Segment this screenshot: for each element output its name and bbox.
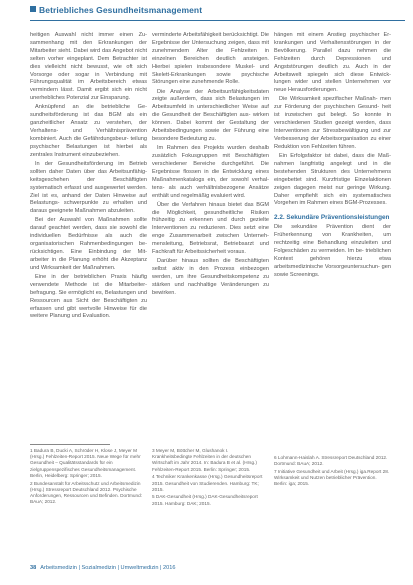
page-footer [30,563,175,573]
footnote: 6 Lohmann-Haislah A. Stressreport Deutschland 2012. Dortmund: BAuA; 2012. [274,455,388,467]
footnote: 7 Initiative Gesundheit und Arbeit (Hrsg.) iga.Report 28. Wirksamkeit und Nutzen betrieblicher Prävention. Berlin: iga; 2015. [274,468,390,487]
section-title-tab [30,0,212,20]
paragraph: Ein Erfolgsfaktor ist dabei, dass die Maß- nahmen langfristig angelegt und in die bestehenden Strukturen des Unternehmens eingebettet sind. Kurzfristige Einzelaktionen zeigen dagegen meist nur geringe Wirkung. Daher empfiehlt sich ein systematisches Vorgehen im Rahmen eines BGM-Prozesses. [274,152,391,207]
text-column-1 [30,32,147,323]
section-heading: 2.2. Sekundäre Präventionsleistungen [274,214,390,222]
header-rule [30,20,405,21]
paragraph: Die Wirksamkeit spezifischer Maßnah- men zur Förderung der psychischen Gesund- heit ist inzwischen gut belegt. So konnte in verschiedenen Studien gezeigt werden, dass Interventionen zur Stressbewältigung und zur Verbesserung der Arbeitsorganisation zu einer Reduktion von Fehlzeiten führen. [274,96,391,150]
footnote: 3 Meyer M, Böttcher M, Glushanok I. Krankheitsbedingte Fehlzeiten in der deutschen Wirtschaft im Jahr 2014. In: Badura B et al. (Hrsg.) Fehlzeiten-Report 2015. Berlin: Springer; 2015. [152,448,257,472]
paragraph: Die Analyse der Arbeitsunfähigkeitsdaten zeigte außerdem, dass sich Belastungen im Arbeitsumfeld in unterschiedlicher Weise auf die Gesundheit der Beschäftigten aus- wirken können. Dabei kommt der Gestaltung der Arbeitsbedingungen sowie der Führung eine besondere Bedeutung zu. [152,88,269,142]
footnote: 4 Techniker Krankenkasse (Hrsg.) Gesundheitsreport 2015. Gesundheit von Studierenden. Hamburg: TK; 2015. [152,474,263,492]
paragraph: Darüber hinaus sollten die Beschäftigten selbst aktiv in den Prozess einbezogen werden, um ihre Gesundheitskompetenz zu stärken und nachhaltige Veränderungen zu bewirken. [152,258,269,296]
footnotes-column-3 [274,455,391,489]
footnote-divider [30,444,110,445]
text-column-3 [274,32,391,281]
paragraph: In der Gesundheitsförderung im Betrieb sollten daher Daten über das Arbeitsunfähig- keitsgeschehen der Beschäftigten systematisch erfasst und ausgewertet werden. Ziel ist es, anhand der Daten Hinweise auf Belastungs- schwerpunkte zu erhalten und daraus geeignete Maßnahmen abzuleiten. [30,160,147,215]
footnotes-column-1 [30,448,147,507]
text-column-2 [152,32,269,299]
paragraph: verminderte Arbeitsfähigkeit berücksichtigt. Die Ergebnisse der Untersuchung zeigen, dass mit zunehmendem Alter die Fehlzeiten in einzelnen Bereichen deutlich ansteigen. Hierbei spielen insbesondere Muskel- und Skelett-Erkrankungen sowie psychische Störungen eine zunehmende Rolle. [152,32,269,86]
paragraph: Eine in der betrieblichen Praxis häufig verwendete Methode ist die Mitarbeiter- befragung. Sie ermöglicht es, Belastungen und Ressourcen aus Sicht der Beschäftigten zu erfassen und gibt wertvolle Hinweise für die weitere Planung und Evaluation. [30,273,147,320]
paragraph: hängen mit einem Anstieg psychischer Er- krankungen und Verhaltensstörungen in der Bevölkerung. Parallel dazu nehmen die Fehlzeiten durch Depressionen und Angststörungen deutlich zu. Auch in der Arbeitswelt spiegeln sich diese Entwick- lungen wider und stellen Unternehmen vor neue Herausforderungen. [274,32,391,94]
footnotes-column-2 [152,448,269,508]
paragraph: Bei der Auswahl von Maßnahmen sollte darauf geachtet werden, dass sie sowohl die individuellen Bedürfnisse als auch die organisatorischen Rahmenbedingungen be- rücksichtigen. Eine Einbindung der Mit- arbeiter in die Planung erhöht die Akzeptanz und Wirksamkeit der Maßnahmen. [30,217,147,271]
paragraph: Anknüpfend an die betriebliche Ge- sundheitsförderung ist das BGM als ein ganzheitlicher Ansatz zu verstehen, der Verhaltens- und Verhältnisprävention kombiniert. Auch die Gefährdungsbeur- teilung psychischer Belastungen ist hierbei als zentrales Instrument einzubeziehen. [30,104,147,158]
paragraph: Über die Verfahren hinaus bietet das BGM die Möglichkeit, gesundheitliche Risiken frühzeitig zu erkennen und durch gezielte Interventionen zu reduzieren. Dies setzt eine enge Zusammenarbeit zwischen Unterneh- mensleitung, Betriebsrat, Betriebsarzt und Fachkraft für Arbeitssicherheit voraus. [152,201,269,256]
paragraph: Die sekundäre Prävention dient der Früherkennung von Krankheiten, um rechtzeitig eine Behandlung einzuleiten und Folgeschäden zu vermeiden. Im be- trieblichen Kontext gehören hierzu etwa arbeitsmedizinische Vorsorgeuntersuchun- gen sowie Screenings. [274,224,391,278]
page-number: 38 [30,565,37,571]
header-bar [0,0,413,20]
footnote: 5 DAK-Gesundheit (Hrsg.) DAK-Gesundheitsreport 2015. Hamburg: DAK; 2015. [152,494,258,506]
footnote: 2 Bundesanstalt für Arbeitsschutz und Arbeitsmedizin (Hrsg.) Stressreport Deutschland 2012. Psychische Anforderungen, Ressourcen und Befinden. Dortmund: BAuA; 2012. [30,480,143,505]
paragraph: Im Rahmen des Projekts wurden deshalb zusätzlich Fokusgruppen mit Beschäftigten verschiedener Bereiche durchgeführt. Die Ergebnisse flossen in die Entwicklung eines Maßnahmenkatalogs ein, der sowohl verhal- tens- als auch verhältnisbezogene Ansätze enthält und regelmäßig evaluiert wird. [152,145,269,199]
footnote: 1 Badura B, Ducki A, Schröder H, Klose J, Meyer M (Hrsg.) Fehlzeiten-Report 2015. Neue Wege für mehr Gesundheit – Qualitätsstandards für ein zielgruppenspezifisches Gesundheitsmanagement. Berlin, Heidelberg: Springer; 2015. [30,448,141,478]
section-title: Betriebliches Gesundheitsmanagement [39,5,203,15]
journal-source: Arbeitsmedizin | Sozialmedizin | Umweltmedizin | 2016 [40,565,176,571]
paragraph: heitigen Auswahl nicht immer einen Zu- sammenhang mit den Erkrankungen der Mitarbeiter sieht. Dabei wird das Angebot nicht selten vorher eingeplant. Dem Betrachter ist dies vielleicht nicht bewusst, wie oft sich Vorsorge oder sogar in Verbindung mit Führungsqualität im Arbeitsbereich etwas vermindern lässt. Damit ergibt sich ein nicht unerhebliches Potenzial zur Einsparung. [30,32,147,102]
section-marker-icon [30,6,36,12]
